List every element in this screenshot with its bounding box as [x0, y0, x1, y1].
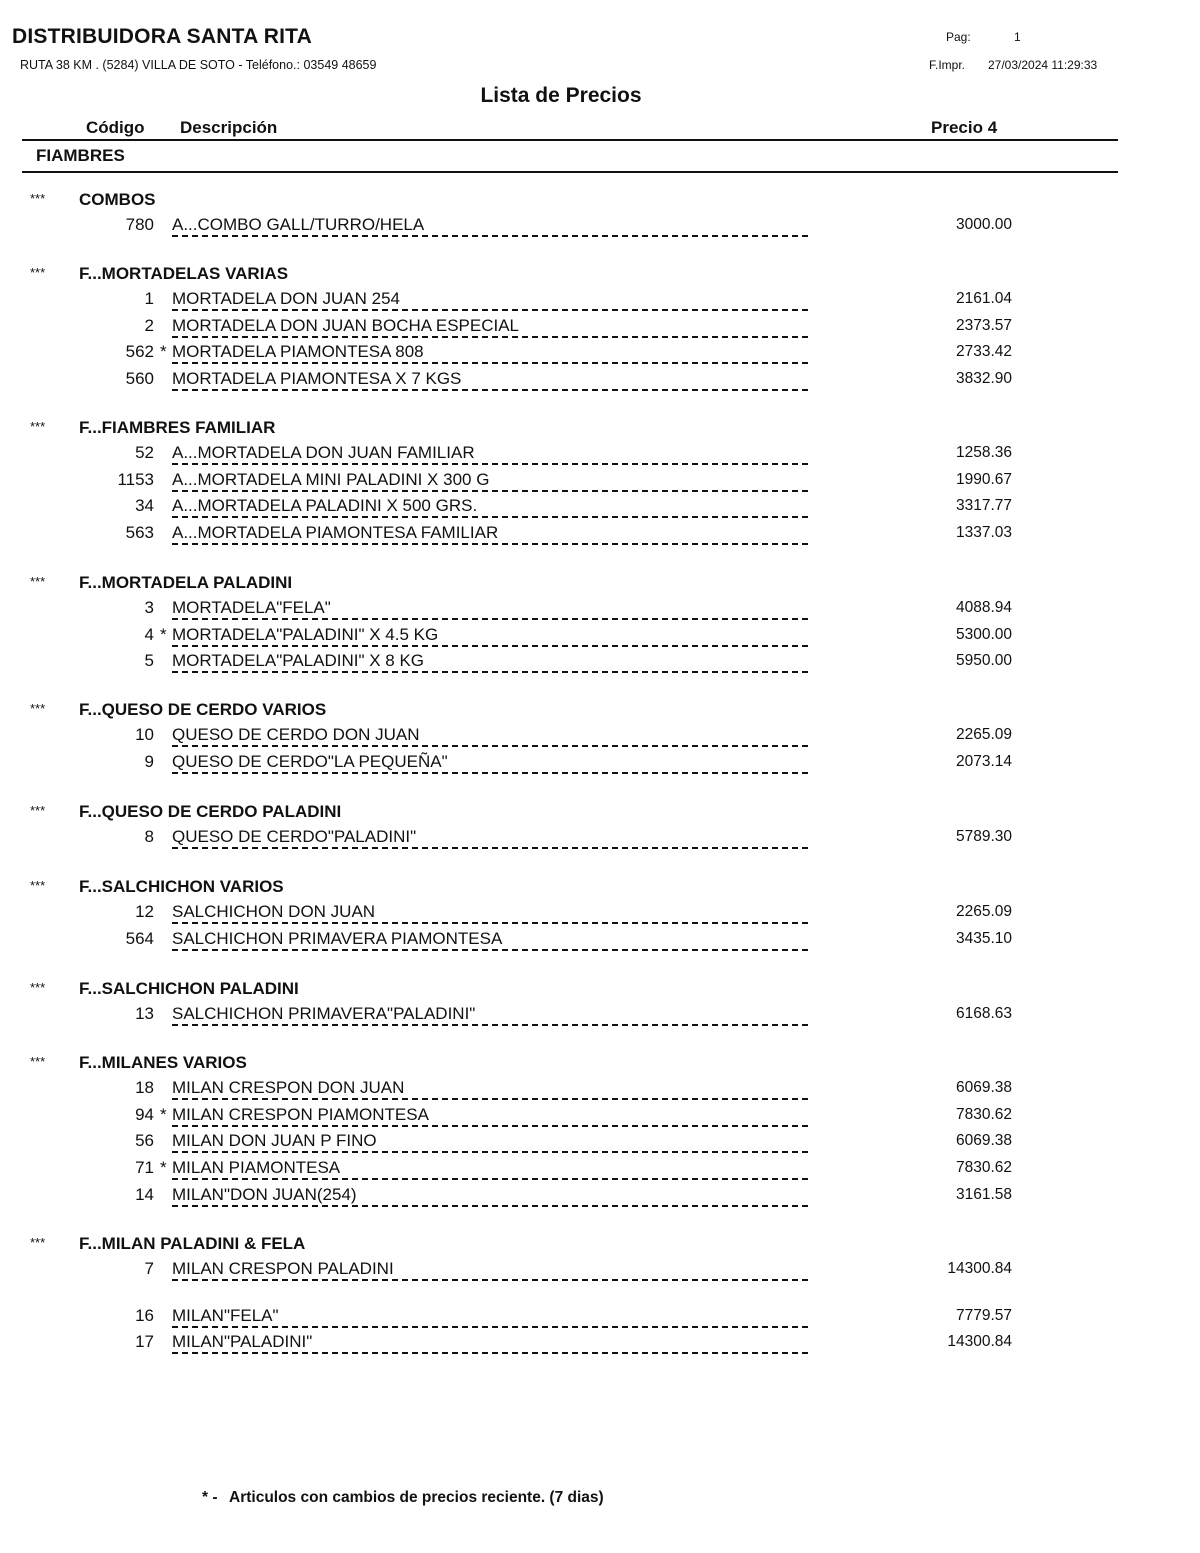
item-code: 1153: [117, 469, 154, 489]
item-description: A...MORTADELA MINI PALADINI X 300 G: [172, 470, 808, 492]
item-description: A...MORTADELA PALADINI X 500 GRS.: [172, 496, 808, 518]
item-description: MORTADELA PIAMONTESA 808: [172, 342, 808, 364]
item-description: MILAN CRESPON PIAMONTESA: [172, 1105, 808, 1127]
table-row: [0, 470, 1200, 494]
item-price: 5300.00: [955, 625, 1012, 643]
item-description: MORTADELA"PALADINI" X 8 KG: [172, 651, 808, 673]
item-code: 563: [125, 523, 154, 543]
group-name: F...MILANES VARIOS: [79, 1053, 247, 1072]
table-row: [0, 752, 1200, 776]
table-row: [0, 929, 1200, 953]
table-row: [0, 625, 1200, 649]
group-name: F...MORTADELAS VARIAS: [79, 264, 289, 283]
item-price: 4088.94: [955, 599, 1012, 616]
table-row: [0, 289, 1200, 313]
column-header-price: Precio 4: [931, 118, 998, 137]
table-row: [0, 215, 1200, 239]
item-price: 1258.36: [955, 444, 1012, 461]
item-price: 1337.03: [955, 524, 1012, 542]
item-description: A...MORTADELA DON JUAN FAMILIAR: [172, 443, 808, 465]
item-price: 2265.09: [955, 903, 1012, 920]
item-price: 2161.04: [955, 290, 1012, 307]
document-title: Lista de Precios: [480, 84, 642, 107]
item-code: 94: [135, 1104, 154, 1124]
group-header: [0, 1053, 1200, 1075]
item-code: 71: [135, 1158, 154, 1178]
group-header: [0, 700, 1200, 722]
item-price: 14300.84: [947, 1333, 1012, 1351]
item-code: 12: [135, 902, 154, 921]
print-date-label: F.Impr.: [929, 58, 966, 72]
item-code: 780: [125, 215, 154, 234]
item-code: 1: [144, 289, 154, 308]
group-header: [0, 802, 1200, 824]
item-description: QUESO DE CERDO"PALADINI": [172, 827, 808, 849]
item-price: 2073.14: [955, 752, 1012, 770]
item-description: MILAN DON JUAN P FINO: [172, 1131, 808, 1153]
item-code: 14: [135, 1184, 154, 1204]
group-name: F...QUESO DE CERDO PALADINI: [79, 802, 342, 821]
group-header: [0, 190, 1200, 212]
recent-change-mark: *: [160, 624, 167, 644]
table-row: [0, 1332, 1200, 1356]
item-description: MORTADELA PIAMONTESA X 7 KGS: [172, 369, 808, 391]
item-description: A...COMBO GALL/TURRO/HELA: [172, 215, 808, 237]
footnote-text: Articulos con cambios de precios reciente. (7 dias): [229, 1489, 604, 1506]
item-price: 3161.58: [955, 1185, 1012, 1203]
group-name: F...MORTADELA PALADINI: [79, 573, 293, 592]
table-row: [0, 1105, 1200, 1129]
item-code: 13: [135, 1004, 154, 1023]
group-marker: ***: [30, 191, 46, 206]
group-header: [0, 264, 1200, 286]
item-description: SALCHICHON PRIMAVERA"PALADINI": [172, 1004, 808, 1026]
item-price: 3832.90: [955, 370, 1012, 388]
item-price: 7779.57: [955, 1306, 1012, 1324]
item-code: 7: [144, 1259, 154, 1278]
group-marker: ***: [30, 980, 46, 995]
item-code: 17: [135, 1332, 154, 1352]
item-code: 562: [125, 342, 154, 362]
group-name: F...SALCHICHON PALADINI: [79, 979, 299, 998]
group-marker: ***: [30, 701, 46, 716]
item-code: 3: [144, 598, 154, 617]
column-header-description: Descripción: [180, 118, 278, 137]
table-row: [0, 1158, 1200, 1182]
column-header-code: Código: [86, 118, 145, 137]
table-row: [0, 1131, 1200, 1155]
group-marker: ***: [30, 574, 46, 589]
table-row: [0, 342, 1200, 366]
item-code: 56: [135, 1131, 154, 1151]
group-header: [0, 1234, 1200, 1256]
item-price: 6168.63: [955, 1005, 1012, 1022]
section-title: FIAMBRES: [36, 146, 125, 165]
table-row: [0, 369, 1200, 393]
group-name: F...FIAMBRES FAMILIAR: [79, 418, 276, 437]
item-description: MILAN"DON JUAN(254): [172, 1185, 808, 1207]
table-row: [0, 316, 1200, 340]
recent-change-mark: *: [160, 1104, 167, 1124]
item-description: MILAN CRESPON PALADINI: [172, 1259, 808, 1281]
item-description: A...MORTADELA PIAMONTESA FAMILIAR: [172, 523, 808, 545]
group-marker: ***: [30, 1235, 46, 1250]
page-label: Pag:: [946, 30, 971, 44]
table-row: [0, 725, 1200, 749]
group-header: [0, 979, 1200, 1001]
table-row: [0, 496, 1200, 520]
item-description: SALCHICHON DON JUAN: [172, 902, 808, 924]
item-code: 2: [144, 315, 154, 335]
item-code: 9: [144, 751, 154, 771]
group-marker: ***: [30, 878, 46, 893]
item-price: 3435.10: [955, 929, 1012, 947]
group-marker: ***: [30, 1054, 46, 1069]
item-description: MORTADELA"FELA": [172, 598, 808, 620]
item-price: 6069.38: [955, 1079, 1012, 1096]
item-code: 52: [135, 443, 154, 462]
item-price: 1990.67: [955, 470, 1012, 488]
table-row: [0, 523, 1200, 547]
group-name: F...MILAN PALADINI & FELA: [79, 1234, 306, 1253]
section-divider: [22, 171, 1118, 173]
table-row: [0, 651, 1200, 675]
item-code: 5: [144, 651, 154, 671]
table-row: [0, 1078, 1200, 1102]
item-description: QUESO DE CERDO DON JUAN: [172, 725, 808, 747]
table-row: [0, 1259, 1200, 1283]
item-code: 16: [135, 1305, 154, 1325]
company-address: RUTA 38 KM . (5284) VILLA DE SOTO - Teléfono.: 03549 48659: [20, 58, 377, 72]
item-description: MORTADELA"PALADINI" X 4.5 KG: [172, 625, 808, 647]
table-row: [0, 598, 1200, 622]
item-code: 560: [125, 369, 154, 389]
item-price: 2733.42: [955, 343, 1012, 361]
item-description: MILAN PIAMONTESA: [172, 1158, 808, 1180]
group-marker: ***: [30, 265, 46, 280]
page-number: 1: [1014, 30, 1021, 44]
item-description: MILAN CRESPON DON JUAN: [172, 1078, 808, 1100]
group-header: [0, 573, 1200, 595]
item-price: 3000.00: [955, 216, 1012, 233]
recent-change-mark: *: [160, 342, 167, 362]
group-name: F...SALCHICHON VARIOS: [79, 877, 284, 896]
item-price: 14300.84: [947, 1260, 1012, 1277]
item-description: MORTADELA DON JUAN 254: [172, 289, 808, 311]
table-row: [0, 1306, 1200, 1330]
group-marker: ***: [30, 803, 46, 818]
item-price: 5950.00: [955, 652, 1012, 670]
item-code: 564: [125, 928, 154, 948]
item-price: 2265.09: [955, 726, 1012, 743]
footnote-mark: * -: [202, 1489, 218, 1506]
item-price: 6069.38: [955, 1132, 1012, 1150]
table-row: [0, 1004, 1200, 1028]
item-price: 5789.30: [955, 828, 1012, 845]
group-name: F...QUESO DE CERDO VARIOS: [79, 700, 327, 719]
item-price: 3317.77: [955, 497, 1012, 515]
item-price: 7830.62: [955, 1159, 1012, 1177]
item-code: 18: [135, 1078, 154, 1097]
item-code: 10: [135, 725, 154, 744]
item-description: MILAN"PALADINI": [172, 1332, 808, 1354]
item-code: 34: [135, 496, 154, 516]
table-row: [0, 902, 1200, 926]
item-price: 2373.57: [955, 316, 1012, 334]
table-row: [0, 1185, 1200, 1209]
item-code: 8: [144, 827, 154, 846]
recent-change-mark: *: [160, 1158, 167, 1178]
group-header: [0, 418, 1200, 440]
table-row: [0, 827, 1200, 851]
item-price: 7830.62: [955, 1105, 1012, 1123]
print-date: 27/03/2024 11:29:33: [988, 58, 1098, 72]
item-code: 4: [144, 624, 154, 644]
company-name: DISTRIBUIDORA SANTA RITA: [12, 25, 312, 48]
group-marker: ***: [30, 419, 46, 434]
item-description: SALCHICHON PRIMAVERA PIAMONTESA: [172, 929, 808, 951]
group-header: [0, 877, 1200, 899]
group-name: COMBOS: [79, 190, 156, 209]
item-description: QUESO DE CERDO"LA PEQUEÑA": [172, 752, 808, 774]
item-description: MORTADELA DON JUAN BOCHA ESPECIAL: [172, 316, 808, 338]
table-row: [0, 443, 1200, 467]
header-divider: [22, 139, 1118, 141]
item-description: MILAN"FELA": [172, 1306, 808, 1328]
